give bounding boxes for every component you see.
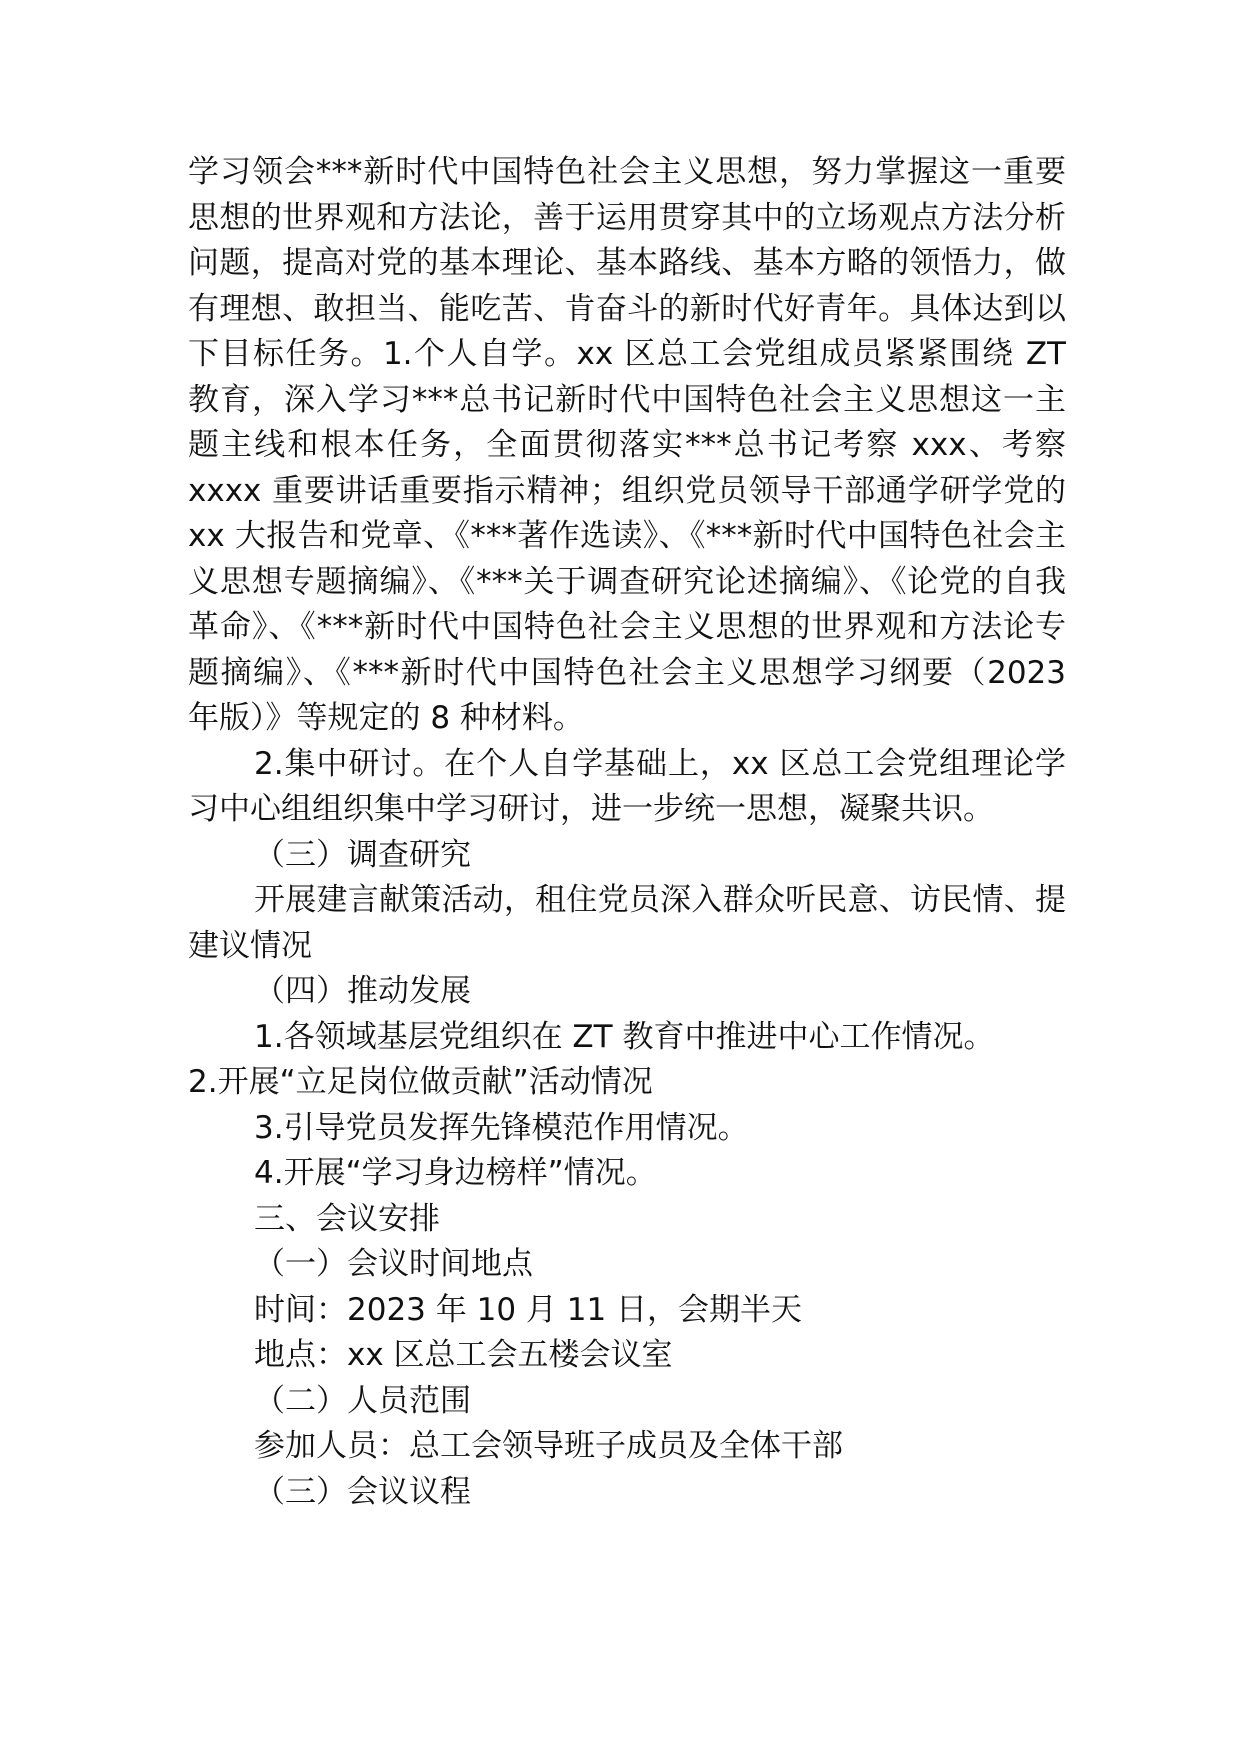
heading-meeting-time-place: （一）会议时间地点 — [254, 1246, 533, 1282]
meeting-time: 时间：2023 年 10 月 11 日，会期半天 — [254, 1291, 803, 1328]
paragraph-study-goals: 学习领会***新时代中国特色社会主义思想，努力掌握这一重要思想的世界观和方法论，善于运用贯穿其中的立场观点方法分析问题，提高对党的基本理论、基本路线、基本方略的领悟力，做有理想、敢担当、能吃苦、肯奋斗的新时代好青年。具体达到以下目标任务。1.个人自学。xx 区总工会党组成员紧紧围绕 ZT 教育，深入学习***总书记新时代中国特色社会主义思想这一主题主线和根本任务，全面贯彻落实***总书记考察 xxx、考察 xxxx 重要讲话重要指示精神；组织党员领导干部通学研学党的 xx 大报告和党章、《***著作选读》、《***新时代中国特色社会主义思想专题摘编》、《***关于调查研究论述摘编》、《论党的自我革命》、《***新时代中国特色社会主义思想的世界观和方法论专题摘编》、《***新时代中国特色社会主义思想学习纲要（2023 年版）》等规定的 8 种材料。 — [188, 154, 1066, 736]
document-body — [188, 150, 1066, 1515]
paragraph-group-discussion: 2.集中研讨。在个人自学基础上，xx 区总工会党组理论学习中心组组织集中学习研讨，进一步统一思想，凝聚共识。 — [188, 745, 1066, 827]
heading-research: （三）调查研究 — [254, 836, 471, 873]
list-item-development-3: 3.引导党员发挥先锋模范作用情况。 — [254, 1109, 749, 1146]
paragraph-research-activity: 开展建言献策活动，租住党员深入群众听民意、访民情、提建议情况 — [188, 882, 1066, 964]
list-item-development-2: 2.开展“立足岗位做贡献”活动情况 — [188, 1064, 653, 1100]
heading-personnel-scope: （二）人员范围 — [254, 1382, 471, 1419]
heading-promote-development: （四）推动发展 — [254, 973, 471, 1009]
heading-meeting-agenda: （三）会议议程 — [254, 1473, 471, 1510]
meeting-participants: 参加人员：总工会领导班子成员及全体干部 — [254, 1428, 843, 1464]
heading-meeting-arrangement: 三、会议安排 — [254, 1200, 440, 1237]
list-item-development-1: 1.各领域基层党组织在 ZT 教育中推进中心工作情况。 — [254, 1018, 995, 1055]
meeting-location: 地点：xx 区总工会五楼会议室 — [254, 1337, 673, 1373]
list-item-development-4: 4.开展“学习身边榜样”情况。 — [254, 1155, 657, 1191]
